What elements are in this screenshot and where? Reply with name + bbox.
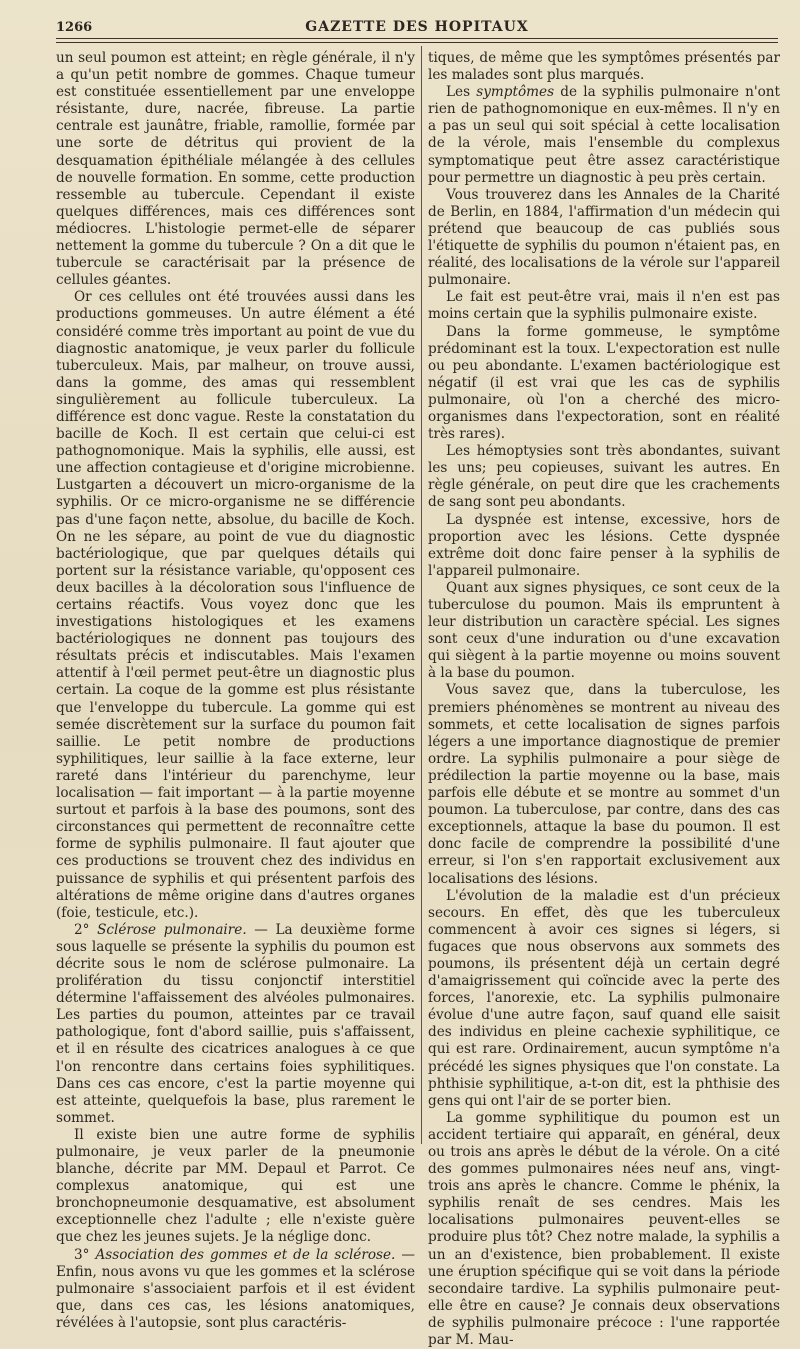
paragraph-italic-heading: Association des gommes et de la sclérose. <box>95 1246 396 1263</box>
paragraph: tiques, de même que les symptômes présentés par les malades sont plus marqués. <box>428 50 780 84</box>
paragraph-lead: 3° <box>74 1246 96 1263</box>
paragraph-body: de la syphilis pulmonaire n'ont rien de pathognomonique en eux-mêmes. Il n'y en a pas un seul qui soit spécial à cette localisation de la vérole, mais l'ensemble du complexus symptomatique peut être assez caractéristique pour permettre un diagnostic à peu près certain. <box>428 84 780 186</box>
paragraph: Vous trouverez dans les Annales de la Charité de Berlin, en 1884, l'affirmation d'un médecin qui prétend que beaucoup de cas publiés sous l'étiquette de syphilis du poumon n'étaient pas, en réalité, des localisations de la vérole sur l'appareil pulmonaire. <box>428 186 780 289</box>
right-column <box>428 50 780 1349</box>
paragraph-lead: Les <box>446 84 477 101</box>
paragraph: Or ces cellules ont été trouvées aussi dans les productions gommeuses. Un autre élément a été considéré comme très important au point de vue du diagnostic anatomique, je veux parler du follicule tuberculeux. Mais, par malheur, on trouve aussi, dans la gomme, des amas qui ressemblent singulièrement au follicule tuberculeux. La différence est donc vague. Reste la constatation du bacille de Koch. Il est certain que celui-ci est pathognomonique. Mais la syphilis, elle aussi, est une affection contagieuse et d'origine microbienne. Lustgarten a découvert un micro-organisme de la syphilis. Or ce micro-organisme ne se différencie pas d'une façon nette, absolue, du bacille de Koch. On ne les sépare, au point de vue du diagnostic bactériologique, que par quelques détails qui portent sur la résistance variable, qu'opposent ces deux bacilles à la décoloration sous l'influence de certains réactifs. Vous voyez donc que les investigations histologiques et les examens bactériologiques ne donnent pas toujours des résultats précis et indiscutables. Mais l'examen attentif à l'œil permet peut-être un diagnostic plus certain. La coque de la gomme est plus résistante que l'enveloppe du tubercule. La gomme qui est semée discrètement sur la surface du poumon fait saillie. Le petit nombre de productions syphilitiques, leur saillie à la face externe, leur rareté dans l'intérieur du parenchyme, leur localisation — fait important — à la partie moyenne surtout et parfois à la base des poumons, sont des circonstances qui permettent de reconnaître cette forme de syphilis pulmonaire. Il faut ajouter que ces productions se trouvent chez des individus en puissance de syphilis et qui présentent parfois des altérations de même origine dans d'autres organes (foie, testicule, etc.). <box>56 289 415 921</box>
paragraph <box>56 1247 415 1332</box>
paragraph <box>56 922 415 1127</box>
paragraph: Dans la forme gommeuse, le symptôme prédominant est la toux. L'expectoration est nulle ou peu abondante. L'examen bactériologique est négatif (il est vrai que les cas de syphilis pulmonaire, où l'on a cherché des micro-organismes dans l'expectoration, sont en réalité très rares). <box>428 323 780 443</box>
header-rule-bottom <box>56 42 778 43</box>
page-header <box>56 14 778 40</box>
left-column <box>56 50 415 1331</box>
paragraph-italic-heading: symptômes <box>476 84 555 101</box>
paragraph: Il existe bien une autre forme de syphilis pulmonaire, je veux parler de la pneumonie blanche, décrite par MM. Depaul et Parrot. Ce complexus anatomique, qui est une bronchopneumonie desquamative, est absolument exceptionnelle chez l'adulte ; elle n'existe guère que chez les jeunes sujets. Je la néglige donc. <box>56 1126 415 1246</box>
paragraph: Vous savez que, dans la tuberculose, les premiers phénomènes se montrent au niveau des sommets, et cette localisation de signes parfois légers a une importance diagnostique de premier ordre. La syphilis pulmonaire a pour siège de prédilection la partie moyenne ou la base, mais parfois elle débute et se montre au sommet d'un poumon. La tuberculose, par contre, dans des cas exceptionnels, attaque la base du poumon. Il est donc facile de comprendre la possibilité d'une erreur, si l'on s'en rapportait exclusivement aux localisations des lésions. <box>428 682 780 887</box>
journal-title: GAZETTE DES HOPITAUX <box>305 19 529 35</box>
paragraph-body: — La deuxième forme sous laquelle se présente la syphilis du poumon est décrite sous le nom de sclérose pulmonaire. La prolifération du tissu conjonctif interstitiel détermine l'affaissement des alvéoles pulmonaires. Les parties du poumon, atteintes par ce travail pathologique, font d'abord saillie, puis s'affaissent, et il en résulte des cicatrices analogues à ce que l'on rencontre dans certains foies syphilitiques. Dans ces cas encore, c'est la partie moyenne qui est atteinte, quelquefois la base, plus rarement le sommet. <box>56 921 415 1126</box>
page-number: 1266 <box>56 19 93 35</box>
paragraph-lead: 2° <box>74 921 98 938</box>
paragraph: La dyspnée est intense, excessive, hors de proportion avec les lésions. Cette dyspnée extrême doit donc faire penser à la syphilis de l'appareil pulmonaire. <box>428 511 780 579</box>
paragraph: L'évolution de la maladie est d'un précieux secours. En effet, dès que les tuberculeux commencent à avoir ces signes si légers, si fugaces que nous observons aux sommets des poumons, ils présentent déjà un certain degré d'amaigrissement qui coïncide avec la perte des forces, l'anorexie, etc. La syphilis pulmonaire évolue d'une autre façon, sauf quand elle saisit des individus en pleine cachexie syphilitique, ce qui est rare. Ordinairement, aucun symptôme n'a précédé les signes physiques que l'on constate. La phthisie syphilitique, a-t-on dit, est la phthisie des gens qui ont l'air de se porter bien. <box>428 887 780 1109</box>
column-divider <box>421 46 422 1144</box>
header-rule-top <box>56 38 778 39</box>
paragraph: Les hémoptysies sont très abondantes, suivant les uns; peu copieuses, suivant les autres. En règle générale, on peut dire que les crachements de sang sont peu abondants. <box>428 443 780 511</box>
paragraph: Quant aux signes physiques, ce sont ceux de la tuberculose du poumon. Mais ils empruntent à leur distribution un caractère spécial. Les signes sont ceux d'une induration ou d'une excavation qui siègent à la partie moyenne ou moins souvent à la base du poumon. <box>428 579 780 682</box>
paragraph: La gomme syphilitique du poumon est un accident tertiaire qui apparaît, en général, deux ou trois ans après le début de la vérole. On a cité des gommes pulmonaires nées neuf ans, vingt-trois ans après le chancre. Comme le phénix, la syphilis renaît de ses cendres. Mais les localisations pulmonaires peuvent-elles se produire plus tôt? Chez notre malade, la syphilis a un an d'existence, bien probablement. Il existe une éruption spécifique qui se voit dans la période secondaire tardive. La syphilis pulmonaire peut-elle être en cause? Je connais deux observations de syphilis pulmonaire précoce : l'une rapportée par M. Mau- <box>428 1109 780 1349</box>
paragraph: Le fait est peut-être vrai, mais il n'en est pas moins certain que la syphilis pulmonaire existe. <box>428 289 780 323</box>
paragraph <box>428 84 780 187</box>
paragraph-body: — Enfin, nous avons vu que les gommes et la sclérose pulmonaire s'associaient parfois et il est évident que, dans ces cas, les lésions anatomiques, révélées à l'autopsie, sont plus caractéris- <box>56 1246 415 1331</box>
paragraph: un seul poumon est atteint; en règle générale, il n'y a qu'un petit nombre de gommes. Chaque tumeur est constituée essentiellement par une enveloppe résistante, dure, nacrée, fibreuse. La partie centrale est jaunâtre, friable, ramollie, formée par une sorte de détritus qui provient de la desquamation épithéliale mélangée à des cellules de nouvelle formation. En somme, cette production ressemble au tubercule. Cependant il existe quelques différences, mais ces différences sont médiocres. L'histologie permet-elle de séparer nettement la gomme du tubercule ? On a dit que le tubercule se caractérisait par la présence de cellules géantes. <box>56 50 415 289</box>
paragraph-italic-heading: Sclérose pulmonaire. <box>97 921 247 938</box>
